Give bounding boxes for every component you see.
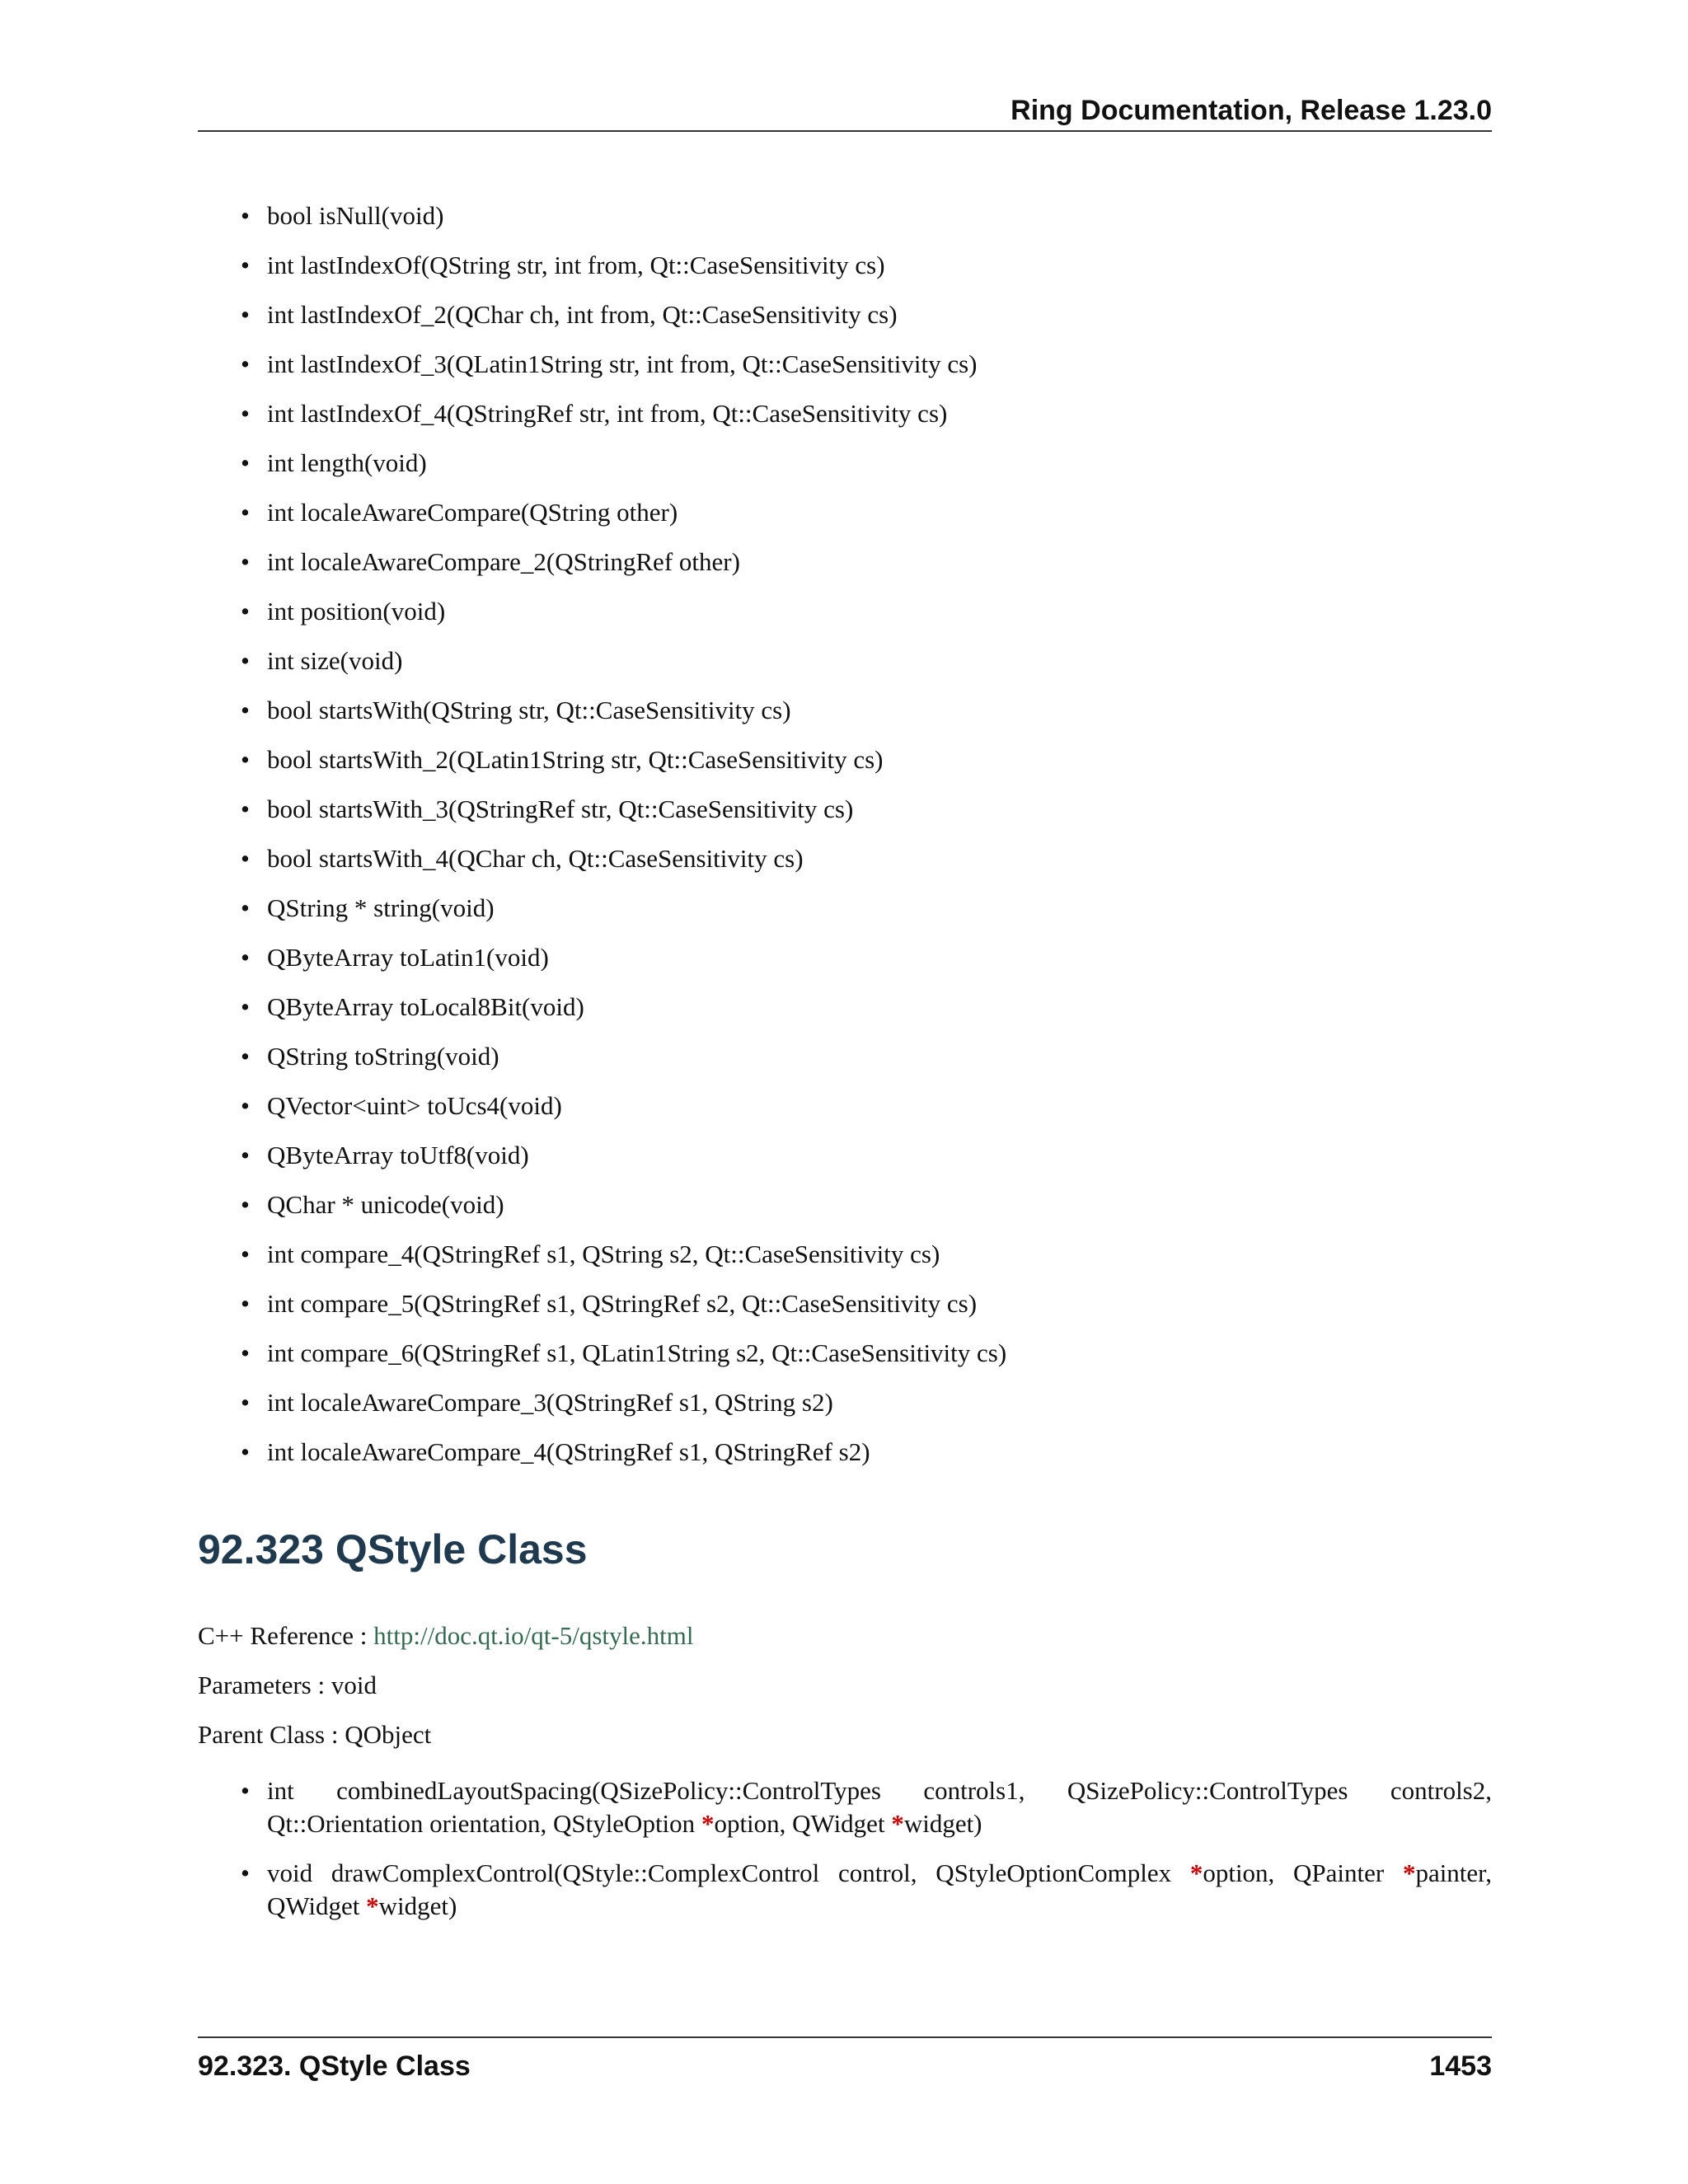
page-number: 1453 xyxy=(1429,2050,1492,2082)
parent-class xyxy=(198,1718,431,1751)
method-signature-part: option, QWidget xyxy=(714,1809,892,1838)
bullet-icon: • xyxy=(241,547,250,576)
bullet-icon: • xyxy=(241,1091,250,1120)
list-item xyxy=(198,842,1492,875)
cpp-reference-link[interactable]: http://doc.qt.io/qt-5/qstyle.html xyxy=(373,1621,694,1650)
method-signature: int compare_5(QStringRef s1, QStringRef s2, Qt::CaseSensitivity cs) xyxy=(267,1289,978,1318)
bullet-icon: • xyxy=(241,1858,250,1887)
bullet-icon: • xyxy=(241,992,250,1021)
bullet-icon: • xyxy=(241,1338,250,1367)
method-signature: bool startsWith(QString str, Qt::CaseSensitivity cs) xyxy=(267,696,791,724)
bullet-icon: • xyxy=(241,1437,250,1466)
list-item xyxy=(198,1287,1492,1320)
list-item xyxy=(198,1139,1492,1172)
parent-class-value: QObject xyxy=(345,1720,432,1749)
list-item xyxy=(198,298,1492,331)
bullet-icon: • xyxy=(241,794,250,823)
list-item xyxy=(198,1188,1492,1221)
method-signature: bool startsWith_2(QLatin1String str, Qt::CaseSensitivity cs) xyxy=(267,745,884,774)
method-signature: int localeAwareCompare_3(QStringRef s1, QString s2) xyxy=(267,1388,833,1417)
bullet-icon: • xyxy=(241,646,250,675)
list-item xyxy=(198,1337,1492,1370)
list-item xyxy=(198,348,1492,381)
method-signature: QByteArray toUtf8(void) xyxy=(267,1141,529,1169)
method-signature: int lastIndexOf_3(QLatin1String str, int from, Qt::CaseSensitivity cs) xyxy=(267,349,978,378)
class-method-list xyxy=(198,1774,1492,1939)
asterisk: * xyxy=(891,1809,904,1838)
list-item xyxy=(198,694,1492,727)
list-item xyxy=(198,249,1492,282)
list-item xyxy=(198,496,1492,529)
page-footer xyxy=(198,2036,1492,2082)
list-item xyxy=(198,644,1492,677)
bullet-icon: • xyxy=(241,251,250,279)
bullet-icon: • xyxy=(241,1240,250,1268)
list-item xyxy=(198,1040,1492,1073)
method-signature: int position(void) xyxy=(267,597,446,626)
list-item xyxy=(198,546,1492,579)
bullet-icon: • xyxy=(241,300,250,329)
section-heading: 92.323 QStyle Class xyxy=(198,1526,588,1572)
method-signature-part: painter, QWidget xyxy=(267,1858,1493,1920)
footer-section: 92.323. QStyle Class xyxy=(198,2050,471,2082)
method-signature: bool isNull(void) xyxy=(267,201,444,230)
asterisk: * xyxy=(1189,1858,1203,1887)
list-item xyxy=(198,941,1492,974)
method-signature: int localeAwareCompare(QString other) xyxy=(267,498,678,527)
bullet-icon: • xyxy=(241,349,250,378)
method-signature-part: int combinedLayoutSpacing(QSizePolicy::ControlTypes controls1, QSizePolicy::ControlTypes controls2, Qt::Orientation orientation, QStyleOption xyxy=(267,1776,1492,1838)
method-signature: int compare_6(QStringRef s1, QLatin1String s2, Qt::CaseSensitivity cs) xyxy=(267,1338,1007,1367)
parameters-label: Parameters : xyxy=(198,1671,331,1699)
method-signature: QVector<uint> toUcs4(void) xyxy=(267,1091,562,1120)
asterisk: * xyxy=(701,1809,715,1838)
list-item xyxy=(198,1436,1492,1469)
list-item xyxy=(198,1238,1492,1271)
bullet-icon: • xyxy=(241,696,250,724)
parameters xyxy=(198,1669,377,1702)
method-signature-part: void drawComplexControl(QStyle::ComplexControl control, QStyleOptionComplex xyxy=(267,1858,1190,1887)
method-signature-part: widget) xyxy=(378,1891,457,1920)
method-signature: int lastIndexOf(QString str, int from, Qt::CaseSensitivity cs) xyxy=(267,251,885,279)
list-item xyxy=(198,397,1492,430)
bullet-icon: • xyxy=(241,1776,250,1805)
list-item xyxy=(198,199,1492,232)
method-signature: int lastIndexOf_4(QStringRef str, int from, Qt::CaseSensitivity cs) xyxy=(267,399,948,428)
asterisk: * xyxy=(366,1891,379,1920)
bullet-icon: • xyxy=(241,1388,250,1417)
bullet-icon: • xyxy=(241,943,250,972)
list-item xyxy=(198,1857,1492,1923)
method-signature: bool startsWith_3(QStringRef str, Qt::CaseSensitivity cs) xyxy=(267,794,854,823)
list-item xyxy=(198,1386,1492,1419)
list-item xyxy=(198,743,1492,776)
method-signature: int lastIndexOf_2(QChar ch, int from, Qt::CaseSensitivity cs) xyxy=(267,300,898,329)
cpp-reference xyxy=(198,1619,693,1652)
list-item xyxy=(198,793,1492,826)
bullet-icon: • xyxy=(241,844,250,873)
bullet-icon: • xyxy=(241,745,250,774)
method-signature: int compare_4(QStringRef s1, QString s2, Qt::CaseSensitivity cs) xyxy=(267,1240,940,1268)
method-list xyxy=(198,199,1492,1485)
method-signature: QByteArray toLocal8Bit(void) xyxy=(267,992,584,1021)
bullet-icon: • xyxy=(241,1042,250,1071)
parameters-value: void xyxy=(331,1671,377,1699)
list-item xyxy=(198,595,1492,628)
bullet-icon: • xyxy=(241,1190,250,1219)
list-item xyxy=(198,1774,1492,1840)
doc-title: Ring Documentation, Release 1.23.0 xyxy=(1010,95,1492,126)
parent-class-label: Parent Class : xyxy=(198,1720,345,1749)
method-signature: int size(void) xyxy=(267,646,403,675)
list-item xyxy=(198,892,1492,925)
method-signature: QString * string(void) xyxy=(267,893,495,922)
method-signature: QByteArray toLatin1(void) xyxy=(267,943,549,972)
method-signature-part: option, QPainter xyxy=(1203,1858,1403,1887)
bullet-icon: • xyxy=(241,201,250,230)
asterisk: * xyxy=(1402,1858,1416,1887)
bullet-icon: • xyxy=(241,399,250,428)
bullet-icon: • xyxy=(241,597,250,626)
method-signature: int length(void) xyxy=(267,448,427,477)
method-signature: bool startsWith_4(QChar ch, Qt::CaseSensitivity cs) xyxy=(267,844,804,873)
cpp-reference-label: C++ Reference : xyxy=(198,1621,374,1650)
bullet-icon: • xyxy=(241,893,250,922)
bullet-icon: • xyxy=(241,448,250,477)
method-signature: QString toString(void) xyxy=(267,1042,499,1071)
bullet-icon: • xyxy=(241,1289,250,1318)
page-header xyxy=(198,92,1492,132)
method-signature-part: widget) xyxy=(903,1809,982,1838)
method-signature: int localeAwareCompare_4(QStringRef s1, QStringRef s2) xyxy=(267,1437,870,1466)
bullet-icon: • xyxy=(241,498,250,527)
list-item xyxy=(198,1090,1492,1122)
list-item xyxy=(198,447,1492,480)
method-signature: int localeAwareCompare_2(QStringRef other) xyxy=(267,547,740,576)
bullet-icon: • xyxy=(241,1141,250,1169)
method-signature: QChar * unicode(void) xyxy=(267,1190,504,1219)
list-item xyxy=(198,991,1492,1024)
